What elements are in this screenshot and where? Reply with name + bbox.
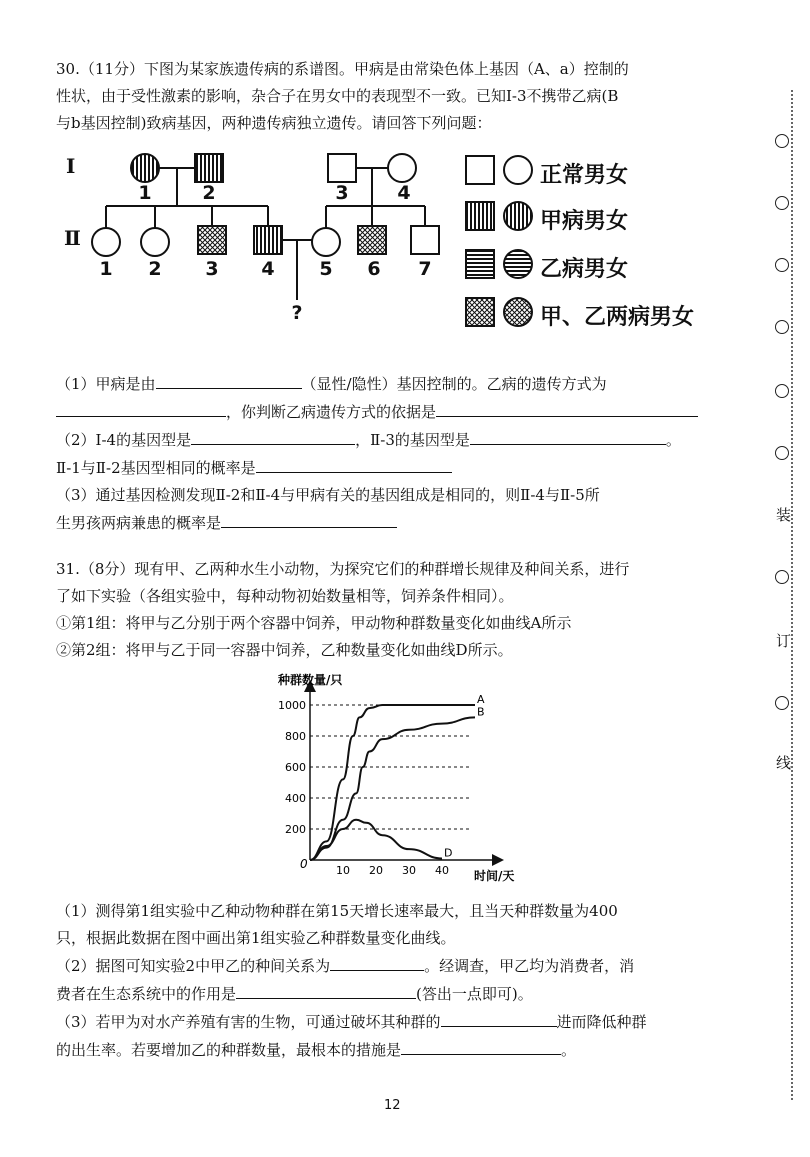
II-2-female-normal xyxy=(141,228,169,256)
answer-blank[interactable] xyxy=(436,398,698,417)
II-6-number: 6 xyxy=(367,258,381,280)
I-2-number: 2 xyxy=(202,182,216,204)
I-1-female-jia xyxy=(131,154,159,182)
answer-blank[interactable] xyxy=(256,454,452,473)
answer-blank[interactable] xyxy=(221,509,397,528)
curve-D xyxy=(310,820,442,860)
binding-hole xyxy=(775,384,789,398)
legend-yi: 乙病男女 xyxy=(540,257,629,282)
legend-normal: 正常男女 xyxy=(540,163,629,188)
q30-intro: 30.（11分）下图为某家族遗传病的系谱图。甲病是由常染色体上基因（A、a）控制的 性状，由于受性激素的影响，杂合子在男女中的表现型不一致。已知Ⅰ-3不携带乙病(B 与b基因控制)致病基因，两种遗传病独立遗传。请回答下列问题： xyxy=(56,60,629,132)
I-2-male-jia xyxy=(195,154,223,182)
I-1-number: 1 xyxy=(138,182,152,204)
II-3-male-both xyxy=(198,226,226,254)
binding-hole xyxy=(775,446,789,460)
generation-I-label: Ⅰ xyxy=(66,154,76,178)
answer-blank[interactable] xyxy=(470,426,666,445)
binding-line xyxy=(791,90,793,1100)
q31-questions: （1）测得第1组实验中乙种动物种群在第15天增长速率最大，且当天种群数量为400 只，根据此数据在图中画出第1组实验乙种群数量变化曲线。 （2）据图可知实验2中甲乙的种间关系为 。经调查，甲乙均为消费者，消 费者在生态系统中的作用是 (答出一点即可)。 （3）若甲为对水产养殖有害的生物，可通过破坏其种群的 进而降低种群 的出生率。若要增加乙的种群数量，最根本的措施是 。 xyxy=(56,902,647,1059)
II-7-male-normal xyxy=(411,226,439,254)
binding-hole xyxy=(775,196,789,210)
x-tick-label: 30 xyxy=(402,864,416,877)
generation-II-label: Ⅱ xyxy=(64,226,81,250)
binding-hole xyxy=(775,696,789,710)
population-chart xyxy=(270,672,515,883)
II-5-number: 5 xyxy=(319,258,333,280)
answer-blank[interactable] xyxy=(330,952,424,971)
pedigree-diagram xyxy=(0,140,760,340)
legend-both: 甲、乙两病男女 xyxy=(540,305,695,330)
answer-blank[interactable] xyxy=(191,426,355,445)
answer-blank[interactable] xyxy=(156,370,302,389)
II-3-number: 3 xyxy=(205,258,219,280)
x-tick-label: 20 xyxy=(369,864,383,877)
y-axis-label: 种群数量/只 xyxy=(278,673,343,687)
binding-hole xyxy=(775,320,789,334)
binding-zhuang: 装 xyxy=(776,506,792,524)
II-7-number: 7 xyxy=(418,258,432,280)
origin-label: 0 xyxy=(300,857,308,871)
binding-hole xyxy=(775,258,789,272)
II-5-female-normal xyxy=(312,228,340,256)
y-tick-label: 400 xyxy=(285,792,306,805)
binding-hole xyxy=(775,134,789,148)
binding-hole xyxy=(775,570,789,584)
answer-blank[interactable] xyxy=(56,398,226,417)
binding-ding: 订 xyxy=(776,632,792,650)
x-axis-label: 时间/天 xyxy=(474,869,515,883)
I-3-number: 3 xyxy=(335,182,349,204)
curve-label-D: D xyxy=(444,846,453,860)
curve-label-B: B xyxy=(477,705,485,719)
I-3-male-normal xyxy=(328,154,356,182)
II-2-number: 2 xyxy=(148,258,162,280)
II-6-male-both xyxy=(358,226,386,254)
x-tick-label: 40 xyxy=(435,864,449,877)
binding-xian: 线 xyxy=(776,754,792,772)
page-number: 12 xyxy=(384,1098,401,1113)
y-tick-label: 1000 xyxy=(278,699,306,712)
q30-questions: （1）甲病是由 （显性/隐性）基因控制的。乙病的遗传方式为 ，你判断乙病遗传方式的依据是 （2）Ⅰ-4的基因型是 ，Ⅱ-3的基因型是 。 Ⅱ-1与Ⅱ-2基因型相同的概率是 （3）通过基因检测发现Ⅱ-2和Ⅱ-4与甲病有关的基因组成是相同的，则Ⅱ-4与Ⅱ-5所 生男孩两病兼患的概率是 xyxy=(56,370,732,537)
y-tick-label: 800 xyxy=(285,730,306,743)
answer-blank[interactable] xyxy=(236,980,416,999)
answer-blank[interactable] xyxy=(441,1008,557,1027)
II-4-number: 4 xyxy=(261,258,275,280)
I-4-female-normal xyxy=(388,154,416,182)
II-1-female-normal xyxy=(92,228,120,256)
curve-label-A: A xyxy=(477,693,485,706)
y-tick-label: 200 xyxy=(285,823,306,836)
x-tick-label: 10 xyxy=(336,864,350,877)
answer-blank[interactable] xyxy=(401,1036,561,1055)
offspring-unknown: ? xyxy=(291,302,303,324)
II-4-male-jia xyxy=(254,226,282,254)
II-1-number: 1 xyxy=(99,258,113,280)
legend-jia: 甲病男女 xyxy=(540,209,629,234)
y-tick-label: 600 xyxy=(285,761,306,774)
I-4-number: 4 xyxy=(397,182,411,204)
q31-intro: 31.（8分）现有甲、乙两种水生小动物，为探究它们的种群增长规律及种间关系，进行 了如下实验（各组实验中，每种动物初始数量相等，饲养条件相同）。 ①第1组：将甲与乙分别于两个容器中饲养，甲动物种群数量变化如曲线A所示 ②第2组：将甲与乙于同一容器中饲养，乙种数量变化如曲线D所示。 xyxy=(56,560,630,659)
